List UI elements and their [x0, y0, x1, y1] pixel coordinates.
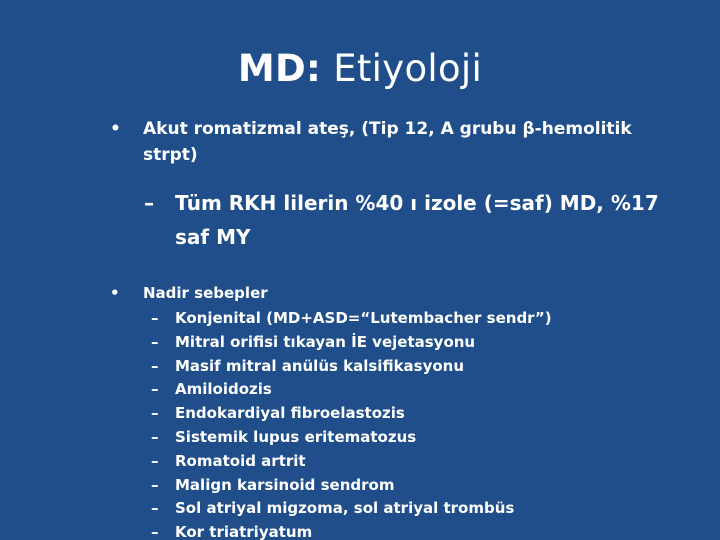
bullet-text: Akut romatizmal ateş, (Tip 12, A grubu β-hemolitik strpt): [143, 119, 632, 165]
bullet-marker: •: [110, 284, 120, 302]
list-item: [151, 474, 671, 498]
bullet-nadir-sebepler: [110, 283, 673, 303]
bullet-akut-romatizmal: [110, 116, 683, 168]
sub-bullet-rkh: [144, 186, 664, 254]
list-item: [151, 378, 671, 402]
dash-marker: –: [151, 475, 159, 494]
list-item: [151, 331, 671, 355]
list-item: [151, 307, 671, 331]
dash-marker: –: [151, 356, 159, 375]
list-item-text: Endokardiyal fibroelastozis: [175, 404, 405, 423]
dash-marker: –: [151, 523, 159, 540]
slide-title-bold: MD:: [237, 47, 322, 90]
dash-marker: –: [151, 309, 159, 327]
list-item: [151, 450, 671, 474]
list-item-text: Kor triatriyatum: [175, 523, 313, 540]
list-item-text: Romatoid artrit: [175, 451, 306, 470]
list-item: [151, 426, 671, 450]
dash-marker: –: [151, 404, 159, 423]
list-item: [151, 497, 671, 521]
slide-title: [0, 44, 720, 94]
list-item-text: Malign karsinoid sendrom: [175, 475, 395, 494]
dash-marker: –: [151, 451, 159, 470]
slide-title-rest: Etiyoloji: [321, 47, 483, 90]
list-item-text: Mitral orifisi tıkayan İE vejetasyonu: [175, 332, 476, 351]
bullet-text: Nadir sebepler: [143, 284, 268, 302]
list-item-text: Amiloidozis: [175, 380, 272, 399]
list-item-text: Sistemik lupus eritematozus: [175, 427, 417, 446]
list-item: [151, 355, 671, 379]
list-item-text: Masif mitral anülüs kalsifikasyonu: [175, 356, 465, 375]
sub-bullet-text: Tüm RKH lilerin %40 ı izole (=saf) MD, %17 saf MY: [175, 191, 659, 249]
dash-marker: –: [151, 427, 159, 446]
dash-marker: –: [151, 332, 159, 351]
list-item: [151, 402, 671, 426]
dash-marker: –: [144, 191, 154, 215]
list-item-text: Sol atriyal migzoma, sol atriyal trombüs: [175, 499, 515, 518]
dash-marker: –: [151, 499, 159, 518]
list-item-text: Konjenital (MD+ASD=“Lutembacher sendr”): [175, 309, 552, 327]
bullet-marker: •: [110, 119, 121, 139]
nadir-sebepler-list: [151, 307, 671, 540]
list-item: [151, 521, 671, 540]
dash-marker: –: [151, 380, 159, 399]
